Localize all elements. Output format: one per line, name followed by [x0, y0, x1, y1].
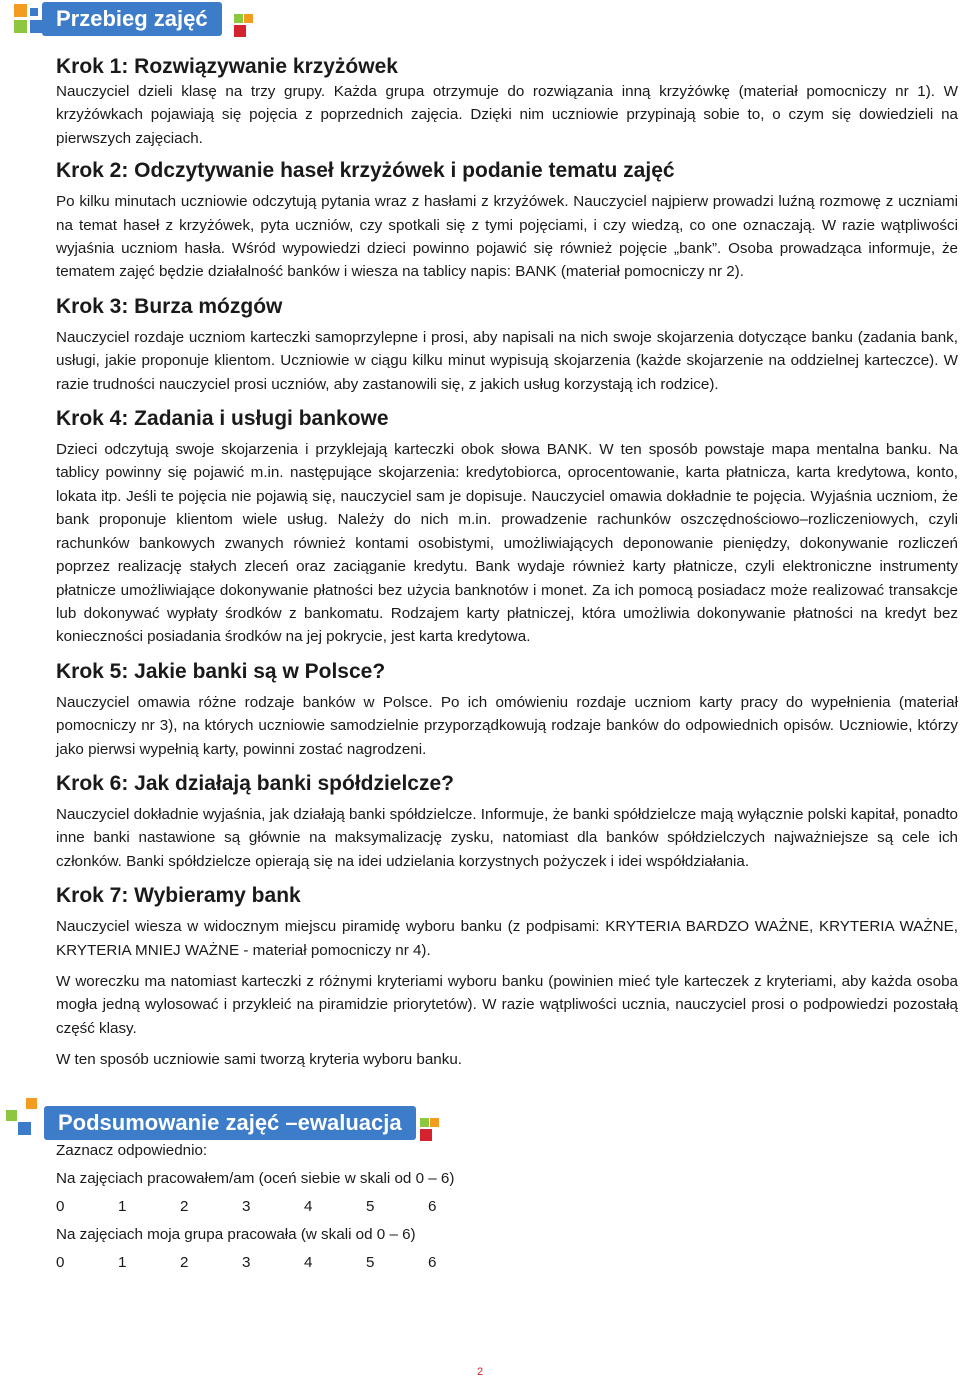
main-content	[56, 54, 958, 1078]
summary-instruction: Zaznacz odpowiednio:	[56, 1142, 208, 1159]
rating-option[interactable]: 3	[242, 1198, 251, 1215]
rating-option[interactable]: 4	[304, 1198, 313, 1215]
decor-square-green-3	[420, 1118, 429, 1127]
step-7-text-3: W ten sposób uczniowie sami tworzą kryteria wyboru banku.	[56, 1051, 463, 1069]
section-step-3	[56, 294, 958, 396]
decor-square-blue-2	[18, 1122, 31, 1135]
step-2-title: Krok 2: Odczytywanie haseł krzyżówek i podanie tematu zajęć	[56, 159, 675, 183]
rating-option[interactable]: 3	[242, 1254, 251, 1271]
step-3-text: Nauczyciel rozdaje uczniom karteczki samoprzylepne i prosi, aby napisali na nich swoje skojarzenia dotyczące banku (zadania bank, usługi, jakie proponuje klientom. Uczniowie w ciągu kilku minut wypisują skojarzenia (każde skojarzenie na oddzielnej karteczce). W razie trudności nauczyciel prosi uczniów, aby zastanowili się, z jakich usług korzystają ich rodzice).	[56, 328, 958, 393]
decor-square-green	[14, 20, 27, 33]
decor-square-green-right	[234, 14, 243, 23]
summary-banner-title: Podsumowanie zajęć –ewaluacja	[44, 1106, 416, 1140]
step-7-title: Krok 7: Wybieramy bank	[56, 884, 301, 908]
step-4-title: Krok 4: Zadania i usługi bankowe	[56, 407, 389, 431]
section-step-2	[56, 158, 958, 284]
rating-scale-2	[56, 1252, 936, 1274]
banner-title: Przebieg zajęć	[42, 2, 222, 36]
section-step-1	[56, 54, 958, 150]
step-5-title: Krok 5: Jakie banki są w Polsce?	[56, 659, 386, 683]
step-6-text: Nauczyciel dokładnie wyjaśnia, jak działają banki spółdzielcze. Informuje, że banki spółdzielcze mają wyłącznie polski kapitał, ponadto inne banki nastawione są głównie na maksymalizację zysku, natomiast dla banków spółdzielczych najważniejsze są cele ich członków. Banki spółdzielcze opierają się na idei udzielania korzystnych pożyczek i idei współdziałania.	[56, 805, 958, 870]
rating-option[interactable]: 2	[180, 1198, 189, 1215]
summary-content	[56, 1140, 936, 1280]
rating-scale-1	[56, 1196, 936, 1218]
decor-square-orange-2	[26, 1098, 37, 1109]
decor-square-orange	[14, 4, 27, 17]
section-step-5	[56, 659, 958, 761]
section-step-4	[56, 406, 958, 649]
rating-option[interactable]: 2	[180, 1254, 189, 1271]
step-5-text: Nauczyciel omawia różne rodzaje banków w Polsce. Po ich omówieniu rozdaje uczniom karty pracy do wypełnienia (materiał pomocniczy nr 3), na których uczniowie samodzielnie przyporządkowują rodzaje banków do odpowiednich opisów. Uczniowie, którzy jako pierwsi wypełnią karty, powinni zostać nagrodzeni.	[56, 693, 958, 758]
decor-square-orange-3	[430, 1118, 439, 1127]
step-7-text-1: Nauczyciel wiesza w widocznym miejscu piramidę wyboru banku (z podpisami: KRYTERIA BARDZO WAŻNE, KRYTERIA WAŻNE, KRYTERIA MNIEJ WAŻNE - materiał pomocniczy nr 4).	[56, 918, 958, 959]
rating-option[interactable]: 0	[56, 1254, 65, 1271]
summary-question-1: Na zajęciach pracowałem/am (oceń siebie w skali od 0 – 6)	[56, 1170, 455, 1187]
summary-question-2: Na zajęciach moja grupa pracowała (w skali od 0 – 6)	[56, 1226, 416, 1243]
step-7-text-2: W woreczku ma natomiast karteczki z różnymi kryteriami wyboru banku (powinien mieć tyle karteczek z kryteriami, aby każda osoba mogła jedną wylosować i przykleić na piramidzie priorytetów). W razie wątpliwości ucznia, nauczyciel prosi o podpowiedzi pozostałą część klasy.	[56, 972, 958, 1037]
rating-option[interactable]: 5	[366, 1254, 375, 1271]
decor-square-blue-small	[30, 8, 38, 16]
step-1-title: Krok 1: Rozwiązywanie krzyżówek	[56, 55, 398, 78]
decor-square-orange-right	[244, 14, 253, 23]
summary-banner	[44, 1106, 416, 1140]
page-number: 2	[476, 1366, 484, 1378]
rating-option[interactable]: 6	[428, 1198, 437, 1215]
rating-option[interactable]: 4	[304, 1254, 313, 1271]
rating-option[interactable]: 1	[118, 1254, 127, 1271]
section-step-7	[56, 883, 958, 1071]
section-step-6	[56, 771, 958, 873]
rating-option[interactable]: 6	[428, 1254, 437, 1271]
step-4-text: Dzieci odczytują swoje skojarzenia i przyklejają karteczki obok słowa BANK. W ten sposób powstaje mapa mentalna banku. Na tablicy powinny się pojawić m.in. następujące skojarzenia: kredytobiorca, oprocentowanie, karta płatnicza, karta kredytowa, konto, lokata itp. Jeśli te pojęcia nie pojawią się, nauczyciel sam je dopisuje. Nauczyciel omawia dokładnie te pojęcia. Wyjaśnia uczniom, że bank proponuje klientom wiele usług. Należy do nich m.in. prowadzenie rachunków oszczędnościowo–rozliczeniowych, czyli rachunków bankowych zwanych również kontami osobistymi, umożliwiających deponowanie pieniędzy, dokonywanie rozliczeń poprzez realizację stałych zleceń oraz zaciąganie kredytu. Bank wydaje również karty płatnicze, czyli elektroniczne instrumenty płatnicze umożliwiające dokonywanie płatności bez użycia banknotów i monet. Za ich pomocą posiadacz może realizować transakcje lub dokonywać wypłaty środków z bankomatu. Rodzajem karty płatniczej, która umożliwia dokonywanie płatności na kredyt bez konieczności posiadania środków na jej pokrycie, jest karta kredytowa.	[56, 441, 958, 646]
rating-option[interactable]: 5	[366, 1198, 375, 1215]
step-1-text: Nauczyciel dzieli klasę na trzy grupy. Każda grupa otrzymuje do rozwiązania inną krzyżówkę (materiał pomocniczy nr 1). W krzyżówkach pojawiają się pojęcia z poprzednich zajęcia. Dzięki nim uczniowie przypinają sobie to, o czym się dowiedzieli na pierwszych zajęciach.	[56, 83, 958, 147]
section-banner	[42, 2, 222, 36]
step-6-title: Krok 6: Jak działają banki spółdzielcze?	[56, 771, 454, 795]
rating-option[interactable]: 0	[56, 1198, 65, 1215]
rating-option[interactable]: 1	[118, 1198, 127, 1215]
decor-square-green-2	[6, 1110, 17, 1121]
decor-square-red-right	[234, 25, 246, 37]
step-3-title: Krok 3: Burza mózgów	[56, 294, 283, 318]
step-2-text: Po kilku minutach uczniowie odczytują pytania wraz z hasłami z krzyżówek. Nauczyciel najpierw prowadzi luźną rozmowę z uczniami na temat haseł z krzyżówek, pyta uczniów, czy spotkali się z tymi pojęciami, i czy wiedzą, co one oznaczają. W razie wątpliwości wyjaśnia uczniom hasła. Wśród wypowiedzi dzieci powinno pojawić się również pojęcie „bank”. Osoba prowadząca informuje, że tematem zajęć będzie działalność banków i wiesza na tablicy napis: BANK (materiał pomocniczy nr 2).	[56, 193, 958, 281]
